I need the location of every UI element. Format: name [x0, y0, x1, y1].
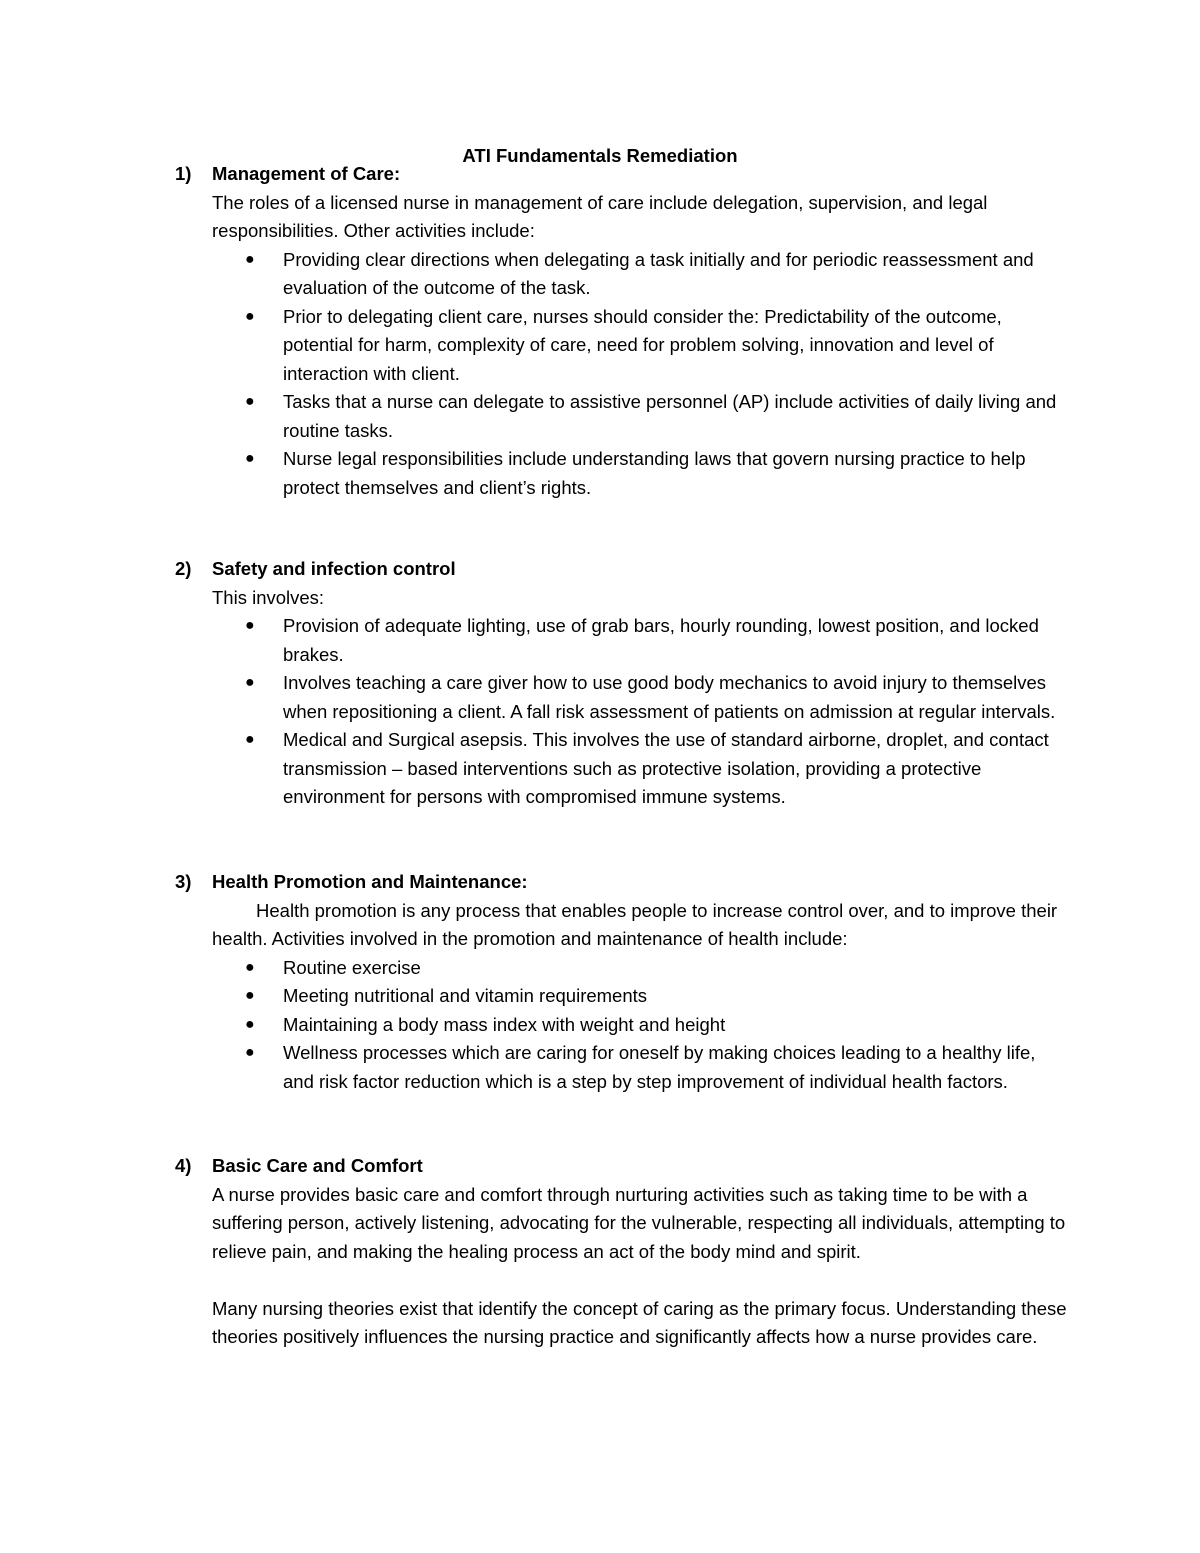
list-item-text: Wellness processes which are caring for oneself by making choices leading to a healthy life, and risk factor reduction which is a step by step improvement of individual health factors. — [283, 1042, 1036, 1092]
section-intro: This involves: — [212, 586, 325, 608]
section-heading — [175, 868, 1075, 897]
bullet-icon: ● — [245, 1044, 255, 1061]
list-item-text: Involves teaching a care giver how to use good body mechanics to avoid injury to themselves when repositioning a client. A fall risk assessment of patients on admission at regular intervals. — [283, 672, 1056, 722]
section-heading — [175, 160, 1075, 189]
section-number: 1) — [175, 163, 192, 184]
bullet-icon: ● — [245, 674, 255, 691]
list-item-text: Prior to delegating client care, nurses should consider the: Predictability of the outcome, potential for harm, complexity of care, need for problem solving, innovation and level of interaction with client. — [283, 305, 1002, 384]
bullet-icon: ● — [245, 1015, 255, 1033]
list-item-text: Providing clear directions when delegating a task initially and for periodic reassessment and evaluation of the outcome of the task. — [283, 248, 1034, 298]
list-item-text: Medical and Surgical asepsis. This involves the use of standard airborne, droplet, and contact transmission – based interventions such as protective isolation, providing a protective environment for persons with compromised immune systems. — [283, 729, 1049, 807]
list-item — [245, 726, 1061, 812]
bullet-icon: ● — [245, 450, 255, 467]
document-title: ATI Fundamentals Remediation — [462, 145, 738, 166]
list-item — [245, 982, 1061, 1011]
section-number: 2) — [175, 558, 192, 579]
list-item — [245, 388, 1061, 445]
list-item-text: Tasks that a nurse can delegate to assistive personnel (AP) include activities of daily living and routine tasks. — [283, 391, 1057, 441]
bullet-icon: ● — [245, 307, 255, 325]
list-item — [245, 612, 1061, 669]
bullet-icon: ● — [245, 250, 255, 268]
bullet-list — [175, 246, 1075, 503]
section-basic-care-comfort — [175, 1152, 1075, 1352]
list-item — [245, 954, 1061, 983]
bullet-icon: ● — [245, 987, 255, 1004]
section-title: Management of Care: — [212, 163, 401, 184]
section-health-promotion — [175, 868, 1075, 1096]
section-title: Health Promotion and Maintenance: — [212, 871, 528, 892]
section-number: 4) — [175, 1155, 192, 1176]
list-item — [245, 445, 1061, 502]
list-item — [245, 303, 1061, 389]
section-management-of-care — [175, 160, 1075, 502]
list-item-text: Maintaining a body mass index with weight and height — [283, 1013, 726, 1035]
list-item — [245, 1039, 1061, 1096]
bullet-list — [175, 954, 1075, 1097]
section-paragraph: Many nursing theories exist that identify the concept of caring as the primary focus. Understanding these theories positively influences the nursing practice and significantly affects how a nurse provides care. — [212, 1297, 1067, 1347]
section-intro: Health promotion is any process that enables people to increase control over, and to improve their health. Activities involved in the promotion and maintenance of health include: — [212, 899, 1058, 949]
section-heading — [175, 555, 1075, 584]
section-heading — [175, 1152, 1075, 1181]
list-item-text: Provision of adequate lighting, use of grab bars, hourly rounding, lowest position, and locked brakes. — [283, 615, 1039, 665]
list-item-text: Routine exercise — [283, 956, 421, 978]
list-item — [245, 669, 1061, 726]
section-intro: The roles of a licensed nurse in management of care include delegation, supervision, and legal responsibilities. Other activities include: — [212, 191, 988, 241]
bullet-icon: ● — [245, 393, 255, 410]
bullet-list — [175, 612, 1075, 812]
list-item-text: Meeting nutritional and vitamin requirements — [283, 985, 648, 1006]
section-title: Basic Care and Comfort — [212, 1155, 423, 1176]
section-number: 3) — [175, 871, 192, 892]
section-safety-infection-control — [175, 555, 1075, 812]
list-item-text: Nurse legal responsibilities include understanding laws that govern nursing practice to help protect themselves and client’s rights. — [283, 448, 1026, 498]
section-paragraph: A nurse provides basic care and comfort through nurturing activities such as taking time to be with a suffering person, actively listening, advocating for the vulnerable, respecting all individuals, attempting to relieve pain, and making the healing process an act of the body mind and spirit. — [212, 1183, 1066, 1262]
section-title: Safety and infection control — [212, 558, 456, 579]
paragraph-spacer — [175, 1266, 1075, 1295]
list-item — [245, 1011, 1061, 1040]
list-item — [245, 246, 1061, 303]
bullet-icon: ● — [245, 617, 255, 634]
bullet-icon: ● — [245, 731, 255, 748]
bullet-icon: ● — [245, 958, 255, 976]
